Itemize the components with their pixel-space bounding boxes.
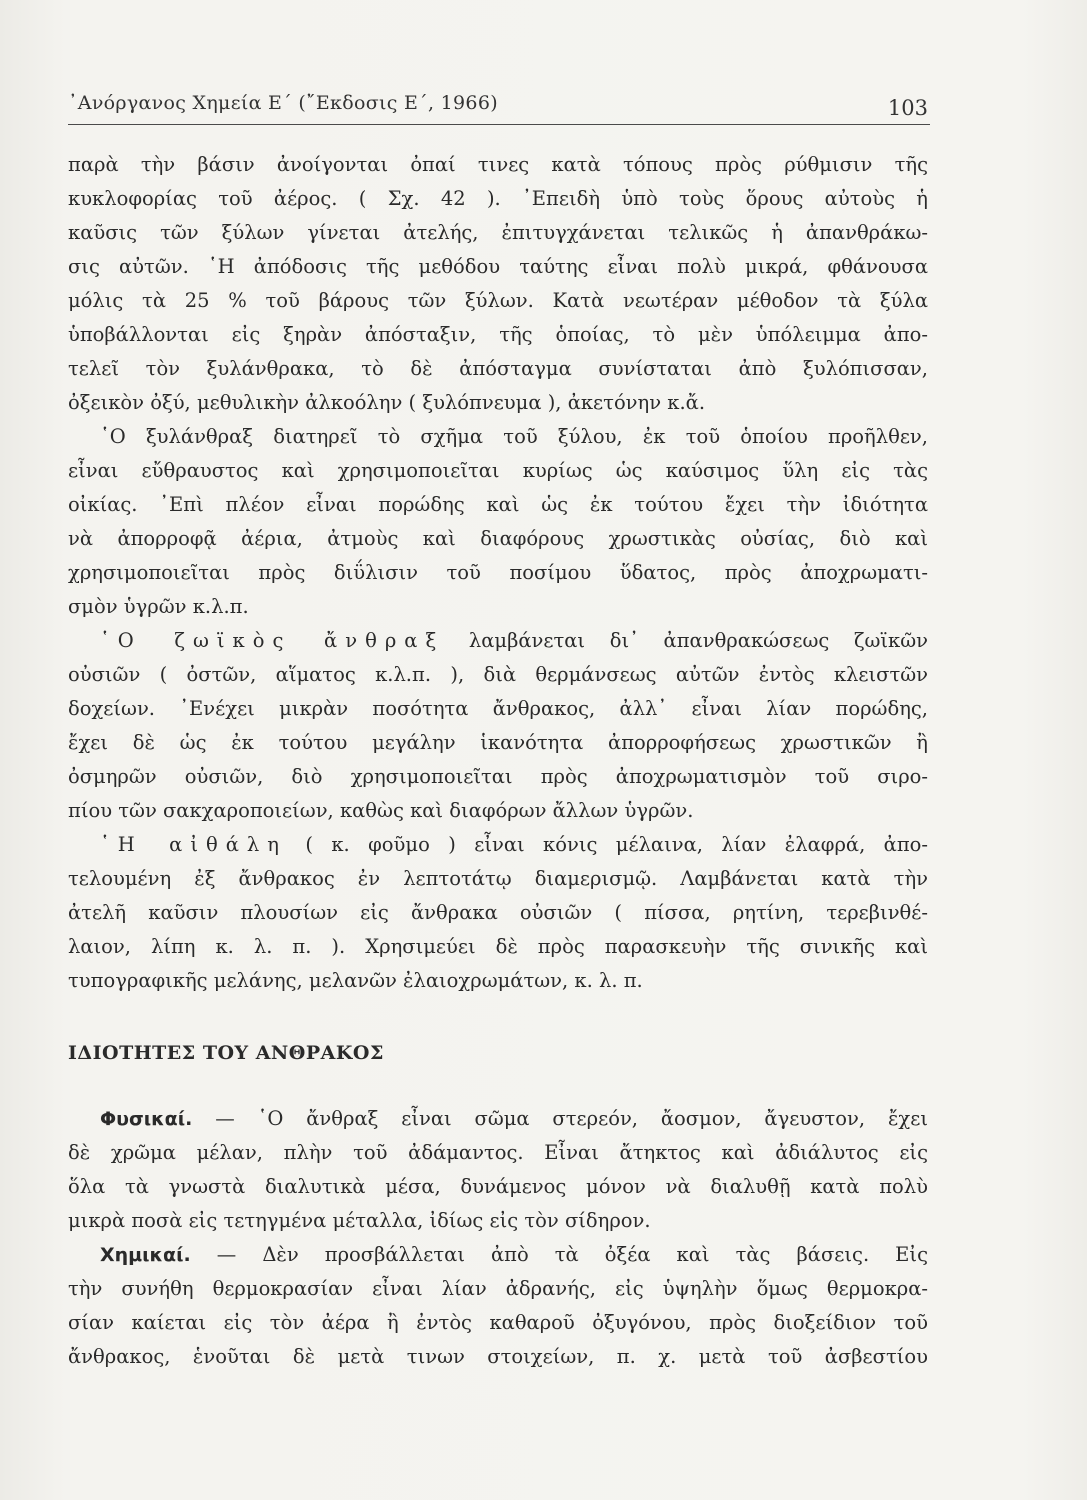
spacer [68, 998, 928, 1036]
text-fragment: ( κ. φοῦμο ) εἶναι κόνις μέλαινα, λίαν ἐλαφρά, ἀπο- [305, 833, 928, 856]
text-line: ἄνθρακος, ἑνοῦται δὲ μετὰ τινων στοιχείων, π. χ. μετὰ τοῦ ἀσβεστίου [68, 1345, 928, 1368]
text-line: καῦσις τῶν ξύλων γίνεται ἀτελής, ἐπιτυγχάνεται τελικῶς ἡ ἀπανθράκω- [68, 221, 928, 244]
page-number: 103 [887, 96, 928, 120]
running-head-title: ᾿Ανόργανος Χημεία Ε΄ (῎Εκδοσις Ε΄, 1966) [68, 92, 498, 114]
spacer [68, 1072, 928, 1102]
text-line: δὲ χρῶμα μέλαν, πλὴν τοῦ ἀδάμαντος. Εἶναι ἄτηκτος καὶ ἀδιάλυτος εἰς [68, 1141, 928, 1164]
term-animal-charcoal: ῾Ο ζωϊκὸς ἄνθραξ [100, 629, 445, 652]
text-line: οἰκίας. ᾿Επὶ πλέον εἶναι πορώδης καὶ ὡς ἐκ τούτου ἔχει τὴν ἰδιότητα [68, 493, 928, 516]
text-line [68, 828, 928, 862]
text-line: μικρὰ ποσὰ εἰς τετηγμένα μέταλλα, ἰδίως εἰς τὸν σίδηρον. [68, 1209, 651, 1232]
runin-heading-chemical: Χημικαί. [100, 1244, 191, 1266]
text-line: παρὰ τὴν βάσιν ἀνοίγονται ὀπαί τινες κατὰ τόπους πρὸς ρύθμισιν τῆς [68, 153, 928, 176]
text-fragment: — ῾Ο ἄνθραξ εἶναι σῶμα στερεόν, ἄοσμον, ἄγευστον, ἔχει [215, 1107, 928, 1130]
text-line [68, 624, 928, 658]
text-fragment: λαμβάνεται δι᾿ ἀπανθρακώσεως ζωϊκῶν [468, 629, 928, 652]
running-head [68, 86, 930, 125]
text-line: τὴν συνήθη θερμοκρασίαν εἶναι λίαν ἀδρανής, εἰς ὑψηλὴν ὅμως θερμοκρα- [68, 1277, 928, 1300]
text-line: οὐσιῶν ( ὀστῶν, αἵματος κ.λ.π. ), διὰ θερμάνσεως αὐτῶν ἐντὸς κλειστῶν [68, 663, 928, 686]
paragraph-physical-properties [68, 1102, 928, 1238]
text-line: λαιον, λίπη κ. λ. π. ). Χρησιμεύει δὲ πρὸς παρασκευὴν τῆς σινικῆς καὶ [68, 935, 928, 958]
term-soot: ῾Η αἰθάλη [100, 833, 287, 856]
text-line: ἀτελῆ καῦσιν πλουσίων εἰς ἄνθρακα οὐσιῶν ( πίσσα, ρητίνη, τερεβινθέ- [68, 901, 928, 924]
text-line [68, 1102, 928, 1136]
text-line: χρησιμοποιεῖται πρὸς διΰλισιν τοῦ ποσίμου ὕδατος, πρὸς ἀποχρωματι- [68, 561, 928, 584]
paragraph-chemical-properties [68, 1238, 928, 1374]
text-line: ὑποβάλλονται εἰς ξηρὰν ἀπόσταξιν, τῆς ὁποίας, τὸ μὲν ὑπόλειμμα ἀπο- [68, 323, 928, 346]
text-line: σίαν καίεται εἰς τὸν ἀέρα ἢ ἐντὸς καθαροῦ ὀξυγόνου, πρὸς διοξείδιον τοῦ [68, 1311, 928, 1334]
text-line: εἶναι εὔθραυστος καὶ χρησιμοποιεῖται κυρίως ὡς καύσιμος ὕλη εἰς τὰς [68, 459, 928, 482]
text-line: τυπογραφικῆς μελάνης, μελανῶν ἐλαιοχρωμάτων, κ. λ. π. [68, 969, 643, 992]
text-line: πίου τῶν σακχαροποιείων, καθὼς καὶ διαφόρων ἄλλων ὑγρῶν. [68, 799, 694, 822]
text-line: ὀσμηρῶν οὐσιῶν, διὸ χρησιμοποιεῖται πρὸς ἀποχρωματισμὸν τοῦ σιρο- [68, 765, 928, 788]
text-line: σις αὐτῶν. ῾Η ἀπόδοσις τῆς μεθόδου ταύτης εἶναι πολὺ μικρά, φθάνουσα [68, 255, 928, 278]
paragraph-wood-charcoal [68, 420, 928, 624]
text-line: τελεῖ τὸν ξυλάνθρακα, τὸ δὲ ἀπόσταγμα συνίσταται ἀπὸ ξυλόπισσαν, [68, 357, 928, 380]
text-line [68, 1238, 928, 1272]
runin-heading-physical: Φυσικαί. [100, 1108, 193, 1130]
text-line: ἔχει δὲ ὡς ἐκ τούτου μεγάλην ἱκανότητα ἀπορροφήσεως χρωστικῶν ἢ [68, 731, 928, 754]
text-line: ὅλα τὰ γνωστὰ διαλυτικὰ μέσα, δυνάμενος μόνον νὰ διαλυθῇ κατὰ πολὺ [68, 1175, 928, 1198]
page-body [68, 148, 928, 1374]
text-line: δοχείων. ᾿Ενέχει μικρὰν ποσότητα ἄνθρακος, ἀλλ᾿ εἶναι λίαν πορώδης, [68, 697, 928, 720]
paragraph-soot [68, 828, 928, 998]
text-line: ὀξεικὸν ὀξύ, μεθυλικὴν ἀλκοόλην ( ξυλόπνευμα ), ἀκετόνην κ.ἄ. [68, 391, 706, 414]
section-heading: ΙΔΙΟΤΗΤΕΣ ΤΟΥ ΑΝΘΡΑΚΟΣ [68, 1042, 384, 1064]
text-line: ῾Ο ξυλάνθραξ διατηρεῖ τὸ σχῆμα τοῦ ξύλου, ἐκ τοῦ ὁποίου προῆλθεν, [100, 425, 928, 448]
paragraph-animal-charcoal [68, 624, 928, 828]
text-line: μόλις τὰ 25 % τοῦ βάρους τῶν ξύλων. Κατὰ νεωτέραν μέθοδον τὰ ξύλα [68, 289, 928, 312]
text-line: σμὸν ὑγρῶν κ.λ.π. [68, 595, 249, 618]
text-line: τελουμένη ἐξ ἄνθρακος ἐν λεπτοτάτῳ διαμερισμῷ. Λαμβάνεται κατὰ τὴν [68, 867, 928, 890]
text-fragment: — Δὲν προσβάλλεται ἀπὸ τὰ ὀξέα καὶ τὰς βάσεις. Εἰς [216, 1243, 928, 1266]
text-line: κυκλοφορίας τοῦ ἀέρος. ( Σχ. 42 ). ᾿Επειδὴ ὑπὸ τοὺς ὅρους αὐτοὺς ἡ [68, 187, 928, 210]
text-line: νὰ ἀπορροφᾷ ἀέρια, ἀτμοὺς καὶ διαφόρους χρωστικὰς οὐσίας, διὸ καὶ [68, 527, 928, 550]
paragraph-charcoal-production [68, 148, 928, 420]
